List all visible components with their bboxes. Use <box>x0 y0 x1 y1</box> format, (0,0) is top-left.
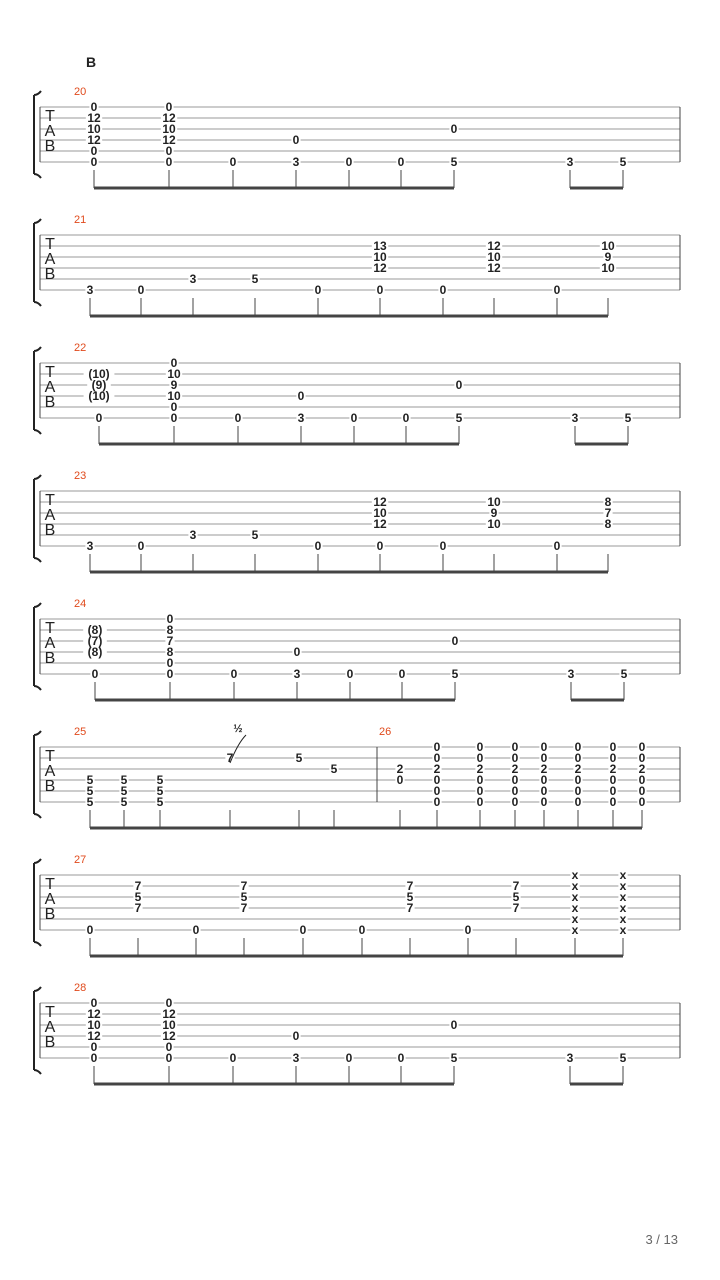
tab-clef-letter: B <box>44 522 56 539</box>
fret-number: 0 <box>292 1029 300 1043</box>
fret-number: (7) <box>87 634 103 648</box>
fret-number: 5 <box>512 890 520 904</box>
fret-number: 2 <box>511 762 519 776</box>
tab-system-24 <box>34 603 680 700</box>
fret-number: 0 <box>346 667 354 681</box>
tab-clef-letter: B <box>44 650 56 667</box>
tab-clef-letter: B <box>44 778 56 795</box>
measure-number: 28 <box>74 982 87 994</box>
fret-number: 0 <box>170 411 178 425</box>
fret-number: 0 <box>297 389 305 403</box>
fret-number: 0 <box>511 740 519 754</box>
tab-clef-letter: T <box>45 364 55 381</box>
fret-number: 0 <box>511 784 519 798</box>
fret-number: 7 <box>406 901 414 915</box>
fret-number: 0 <box>95 411 103 425</box>
fret-number: 7 <box>240 879 248 893</box>
fret-number: 0 <box>511 773 519 787</box>
tab-clef-letter: B <box>44 266 56 283</box>
fret-number: 10 <box>162 1018 176 1032</box>
fret-number: 5 <box>86 784 94 798</box>
fret-number: 2 <box>396 762 404 776</box>
measure-number: 27 <box>74 854 87 866</box>
fret-number: 0 <box>455 378 463 392</box>
fret-number: 0 <box>90 155 98 169</box>
fret-number: 3 <box>571 411 579 425</box>
fret-number: 0 <box>609 784 617 798</box>
fret-number: 0 <box>476 773 484 787</box>
fret-number: 7 <box>512 879 520 893</box>
measure-number: 21 <box>74 214 87 226</box>
fret-number: 0 <box>229 1051 237 1065</box>
fret-number: 5 <box>156 773 164 787</box>
fret-number: 10 <box>162 122 176 136</box>
fret-number: 7 <box>226 751 234 765</box>
fret-number: 0 <box>574 784 582 798</box>
fret-number: 12 <box>87 1029 101 1043</box>
tab-system-25 <box>34 731 680 828</box>
fret-number: 0 <box>433 784 441 798</box>
tab-clef-letter: A <box>44 251 56 268</box>
fret-number: 8 <box>604 495 612 509</box>
fret-number: 0 <box>91 667 99 681</box>
fret-number: 3 <box>292 155 300 169</box>
fret-number: 0 <box>165 996 173 1010</box>
fret-number: 0 <box>396 773 404 787</box>
fret-number: 10 <box>601 261 615 275</box>
tab-clef-letter: A <box>44 379 56 396</box>
fret-number: 10 <box>487 495 501 509</box>
fret-number: 0 <box>165 1040 173 1054</box>
fret-number: 0 <box>609 795 617 809</box>
fret-number: 7 <box>240 901 248 915</box>
fret-number: 5 <box>619 1051 627 1065</box>
fret-number: 0 <box>540 740 548 754</box>
fret-number: 10 <box>87 1018 101 1032</box>
fret-number: 0 <box>137 283 145 297</box>
fret-number: 3 <box>189 272 197 286</box>
fret-number: 0 <box>165 100 173 114</box>
fret-number: 0 <box>451 634 459 648</box>
fret-number: x <box>619 901 627 915</box>
tab-clef-letter: T <box>45 620 55 637</box>
fret-number: 0 <box>638 795 646 809</box>
tab-clef-letter: A <box>44 507 56 524</box>
fret-number: 0 <box>192 923 200 937</box>
fret-number: x <box>571 923 579 937</box>
fret-number: 12 <box>87 133 101 147</box>
fret-number: 0 <box>397 155 405 169</box>
measure-number: 24 <box>74 598 87 610</box>
fret-number: 2 <box>574 762 582 776</box>
fret-number: (8) <box>87 645 103 659</box>
fret-number: 0 <box>476 784 484 798</box>
fret-number: 3 <box>86 283 94 297</box>
fret-number: 5 <box>620 667 628 681</box>
tab-clef-letter: A <box>44 763 56 780</box>
fret-number: 12 <box>162 111 176 125</box>
fret-number: 0 <box>402 411 410 425</box>
fret-number: 3 <box>189 528 197 542</box>
fret-number: 0 <box>292 133 300 147</box>
fret-number: 0 <box>476 795 484 809</box>
tab-system-27 <box>34 859 680 956</box>
fret-number: 0 <box>433 740 441 754</box>
page-indicator: 3 / 13 <box>645 1232 678 1247</box>
fret-number: 0 <box>137 539 145 553</box>
fret-number: 5 <box>120 784 128 798</box>
fret-number: 3 <box>86 539 94 553</box>
fret-number: 0 <box>638 751 646 765</box>
fret-number: 10 <box>487 517 501 531</box>
fret-number: x <box>619 879 627 893</box>
fret-number: 5 <box>156 784 164 798</box>
fret-number: 3 <box>566 155 574 169</box>
tab-system-23 <box>34 475 680 572</box>
fret-number: 2 <box>476 762 484 776</box>
fret-number: 0 <box>540 751 548 765</box>
fret-number: 5 <box>120 773 128 787</box>
fret-number: 0 <box>540 773 548 787</box>
tab-clef-letter: A <box>44 1019 56 1036</box>
fret-number: 0 <box>314 539 322 553</box>
fret-number: 3 <box>567 667 575 681</box>
fret-number: 0 <box>230 667 238 681</box>
fret-number: 0 <box>439 539 447 553</box>
fret-number: 5 <box>251 272 259 286</box>
fret-number: x <box>571 868 579 882</box>
fret-number: 5 <box>134 890 142 904</box>
fret-number: 5 <box>295 751 303 765</box>
fret-number: 0 <box>376 283 384 297</box>
fret-number: 0 <box>638 784 646 798</box>
tab-clef-letter: T <box>45 236 55 253</box>
fret-number: 0 <box>540 784 548 798</box>
tab-system-22 <box>34 347 680 444</box>
fret-number: 12 <box>373 517 387 531</box>
fret-number: 0 <box>433 773 441 787</box>
tab-system-20 <box>34 91 680 188</box>
fret-number: 0 <box>476 751 484 765</box>
fret-number: 0 <box>609 740 617 754</box>
fret-number: 0 <box>476 740 484 754</box>
fret-number: 0 <box>574 740 582 754</box>
fret-number: x <box>619 890 627 904</box>
fret-number: 0 <box>90 1051 98 1065</box>
fret-number: 9 <box>490 506 498 520</box>
fret-number: 5 <box>624 411 632 425</box>
tab-clef-letter: A <box>44 123 56 140</box>
fret-number: 5 <box>86 773 94 787</box>
fret-number: 0 <box>234 411 242 425</box>
tab-clef-letter: A <box>44 891 56 908</box>
tab-clef-letter: B <box>44 906 56 923</box>
fret-number: 2 <box>433 762 441 776</box>
fret-number: 13 <box>373 239 387 253</box>
fret-number: x <box>619 912 627 926</box>
fret-number: 0 <box>609 751 617 765</box>
fret-number: 5 <box>156 795 164 809</box>
fret-number: 3 <box>292 1051 300 1065</box>
fret-number: 2 <box>638 762 646 776</box>
fret-number: x <box>619 923 627 937</box>
section-marker: B <box>86 54 97 70</box>
fret-number: 12 <box>162 133 176 147</box>
fret-number: 3 <box>293 667 301 681</box>
fret-number: 8 <box>166 623 174 637</box>
fret-number: 0 <box>574 773 582 787</box>
bend-label: ½ <box>233 723 243 735</box>
fret-number: 10 <box>87 122 101 136</box>
fret-number: 0 <box>464 923 472 937</box>
tab-clef-letter: T <box>45 876 55 893</box>
fret-number: 0 <box>358 923 366 937</box>
fret-number: 0 <box>166 656 174 670</box>
fret-number: 0 <box>540 795 548 809</box>
fret-number: 7 <box>134 901 142 915</box>
fret-number: 0 <box>350 411 358 425</box>
fret-number: 0 <box>90 996 98 1010</box>
fret-number: 0 <box>90 1040 98 1054</box>
fret-number: 5 <box>406 890 414 904</box>
fret-number: 3 <box>297 411 305 425</box>
fret-number: 10 <box>487 250 501 264</box>
measure-number: 26 <box>379 726 392 738</box>
fret-number: 0 <box>450 1018 458 1032</box>
fret-number: 0 <box>553 539 561 553</box>
fret-number: 0 <box>170 400 178 414</box>
fret-number: 2 <box>540 762 548 776</box>
fret-number: 5 <box>455 411 463 425</box>
fret-number: 10 <box>373 250 387 264</box>
fret-number: 12 <box>373 261 387 275</box>
fret-number: 0 <box>433 751 441 765</box>
fret-number: (8) <box>87 623 103 637</box>
fret-number: 8 <box>166 645 174 659</box>
fret-number: 0 <box>345 1051 353 1065</box>
fret-number: 5 <box>86 795 94 809</box>
fret-number: 0 <box>166 667 174 681</box>
fret-number: (9) <box>91 378 107 392</box>
fret-number: 5 <box>619 155 627 169</box>
fret-number: 0 <box>165 1051 173 1065</box>
fret-number: 0 <box>293 645 301 659</box>
fret-number: 10 <box>601 239 615 253</box>
fret-number: (10) <box>88 367 110 381</box>
fret-number: 0 <box>166 612 174 626</box>
fret-number: 0 <box>433 795 441 809</box>
fret-number: 5 <box>240 890 248 904</box>
fret-number: 0 <box>314 283 322 297</box>
fret-number: 0 <box>170 356 178 370</box>
fret-number: 5 <box>120 795 128 809</box>
tab-clef-letter: B <box>44 1034 56 1051</box>
fret-number: 0 <box>398 667 406 681</box>
fret-number: 7 <box>166 634 174 648</box>
fret-number: 3 <box>566 1051 574 1065</box>
fret-number: 10 <box>167 389 181 403</box>
tab-system-21 <box>34 219 680 316</box>
tab-clef-letter: T <box>45 108 55 125</box>
fret-number: 12 <box>487 261 501 275</box>
fret-number: x <box>619 868 627 882</box>
fret-number: 0 <box>299 923 307 937</box>
fret-number: 5 <box>330 762 338 776</box>
fret-number: 5 <box>251 528 259 542</box>
fret-number: 0 <box>511 751 519 765</box>
fret-number: 12 <box>487 239 501 253</box>
tab-system-28 <box>34 987 680 1084</box>
fret-number: 7 <box>134 879 142 893</box>
measure-number: 23 <box>74 470 87 482</box>
tab-clef-letter: B <box>44 394 56 411</box>
fret-number: 0 <box>574 751 582 765</box>
fret-number: 0 <box>638 773 646 787</box>
fret-number: 0 <box>553 283 561 297</box>
fret-number: (10) <box>88 389 110 403</box>
measure-number: 25 <box>74 726 87 738</box>
fret-number: 12 <box>162 1029 176 1043</box>
fret-number: 0 <box>86 923 94 937</box>
tab-clef-letter: B <box>44 138 56 155</box>
fret-number: 0 <box>90 100 98 114</box>
fret-number: x <box>571 890 579 904</box>
measure-number: 22 <box>74 342 87 354</box>
fret-number: 0 <box>165 155 173 169</box>
fret-number: 0 <box>511 795 519 809</box>
tab-clef-letter: T <box>45 492 55 509</box>
fret-number: 5 <box>450 155 458 169</box>
fret-number: 7 <box>406 879 414 893</box>
fret-number: 12 <box>373 495 387 509</box>
tab-clef-letter: T <box>45 748 55 765</box>
fret-number: 9 <box>170 378 178 392</box>
fret-number: 0 <box>397 1051 405 1065</box>
fret-number: x <box>571 879 579 893</box>
fret-number: 0 <box>165 144 173 158</box>
fret-number: 5 <box>451 667 459 681</box>
fret-number: 0 <box>376 539 384 553</box>
fret-number: x <box>571 912 579 926</box>
fret-number: 0 <box>574 795 582 809</box>
fret-number: 9 <box>604 250 612 264</box>
fret-number: 0 <box>450 122 458 136</box>
fret-number: 10 <box>373 506 387 520</box>
fret-number: 0 <box>90 144 98 158</box>
fret-number: 12 <box>162 1007 176 1021</box>
tab-clef-letter: T <box>45 1004 55 1021</box>
fret-number: 8 <box>604 517 612 531</box>
fret-number: 0 <box>345 155 353 169</box>
fret-number: 12 <box>87 111 101 125</box>
fret-number: 0 <box>638 740 646 754</box>
fret-number: 0 <box>439 283 447 297</box>
tab-clef-letter: A <box>44 635 56 652</box>
measure-number: 20 <box>74 86 87 98</box>
fret-number: 7 <box>512 901 520 915</box>
fret-number: 2 <box>609 762 617 776</box>
fret-number: x <box>571 901 579 915</box>
fret-number: 0 <box>229 155 237 169</box>
fret-number: 7 <box>604 506 612 520</box>
fret-number: 10 <box>167 367 181 381</box>
fret-number: 0 <box>609 773 617 787</box>
fret-number: 12 <box>87 1007 101 1021</box>
fret-number: 5 <box>450 1051 458 1065</box>
